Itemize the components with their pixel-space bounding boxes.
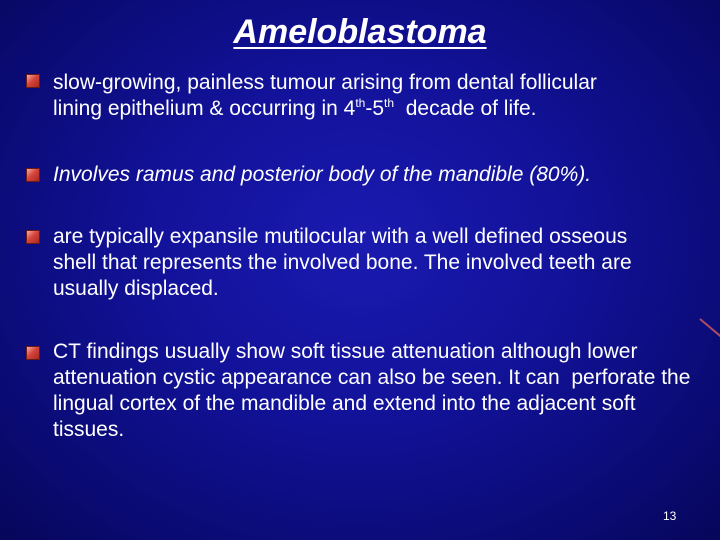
bullet-1-sup2: th — [384, 96, 395, 110]
bullet-text-1 — [53, 70, 703, 122]
bullet-marker-1 — [26, 74, 40, 88]
bullet-text-2: Involves ramus and posterior body of the mandible (80%). — [53, 163, 592, 186]
page-number: 13 — [663, 509, 677, 523]
bullet-1-line2-pre: lining epithelium & occurring in 4 — [53, 97, 356, 120]
decorative-line — [699, 318, 720, 338]
bullet-1-mid: -5 — [365, 97, 385, 120]
bullet-1-line1: slow-growing, painless tumour arising from dental follicular — [53, 71, 597, 94]
bullet-marker-3 — [26, 230, 40, 244]
bullet-text-3: are typically expansile mutilocular with a well defined osseous shell that represents the involved bone. The involved teeth are usually displaced. — [53, 225, 632, 300]
slide-title: Ameloblastoma — [233, 13, 487, 51]
bullet-1-line2-post: decade of life. — [394, 97, 537, 120]
bullet-marker-2 — [26, 168, 40, 182]
bullet-text-4: CT findings usually show soft tissue attenuation although lower attenuation cystic appearance can also be seen. It can perforate the lingual cortex of the mandible and extend into the adjacent soft tissues. — [53, 340, 697, 441]
bullet-marker-4 — [26, 346, 40, 360]
bullet-1-sup1: th — [355, 96, 366, 110]
